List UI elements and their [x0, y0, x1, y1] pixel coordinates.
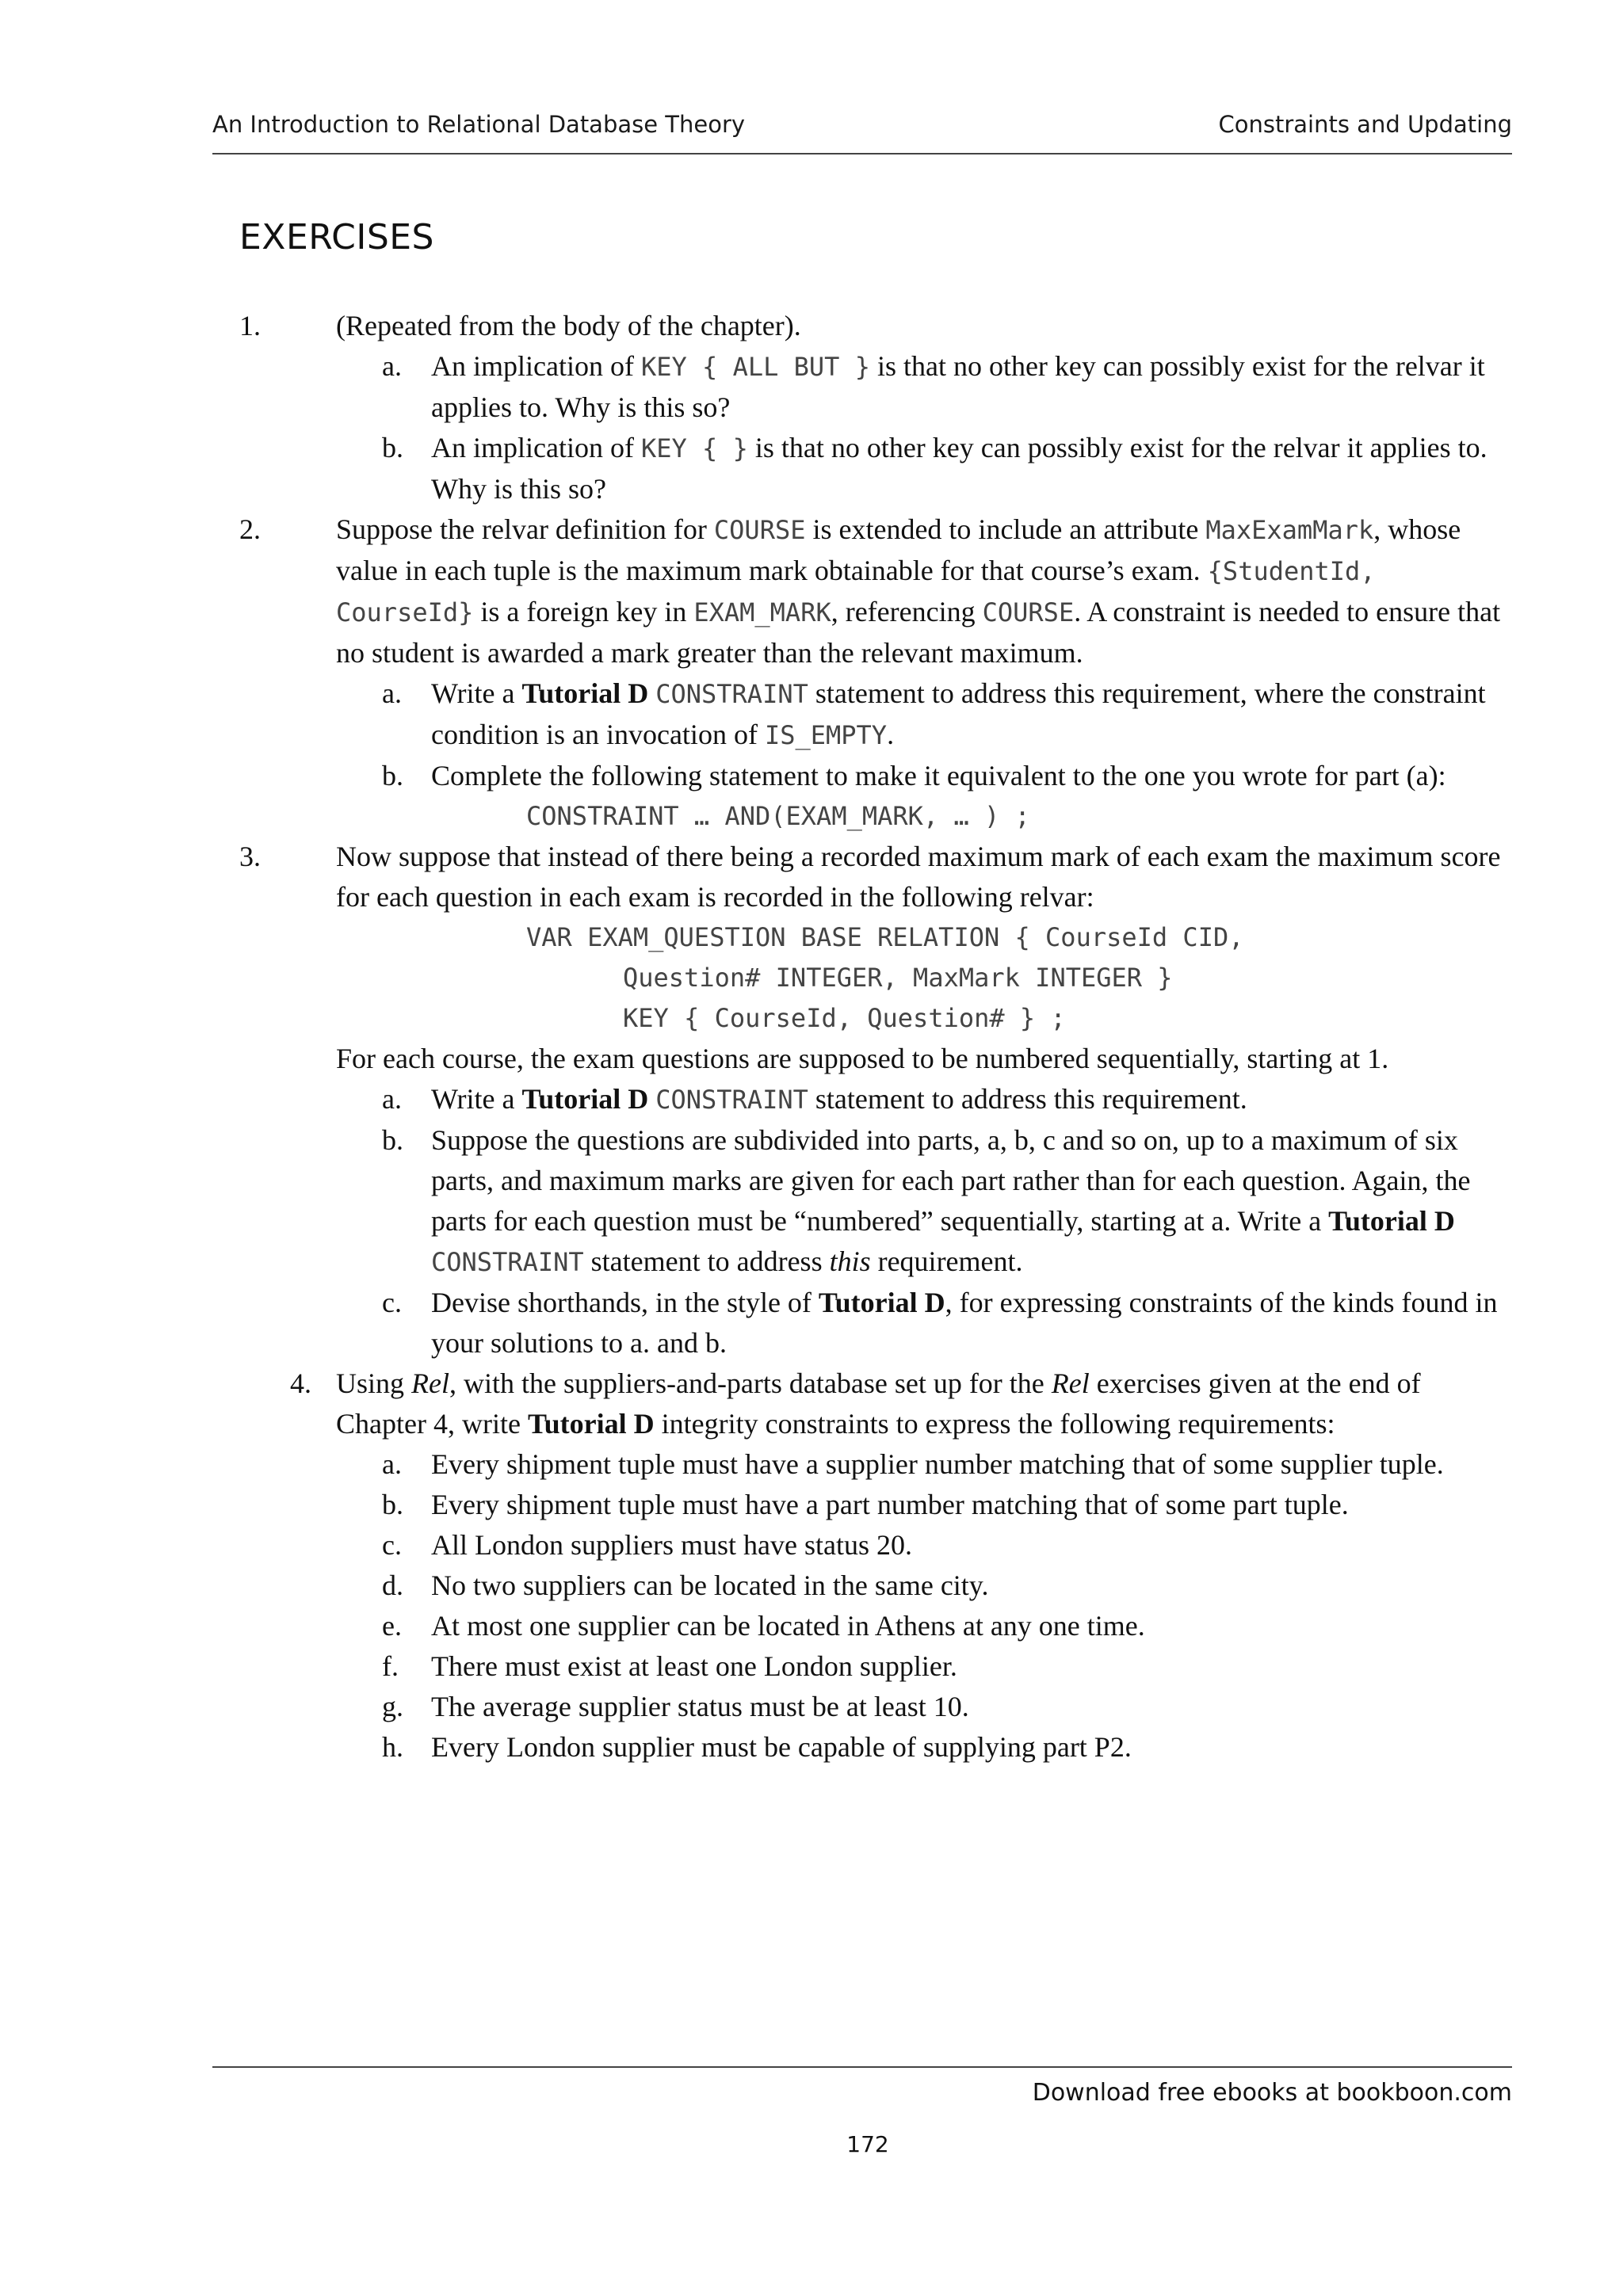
exercise-4-item: [382, 1525, 1504, 1566]
exercise-3c: [382, 1283, 1504, 1363]
code-line: CONSTRAINT … AND(EXAM_MARK, … ) ;: [526, 801, 1030, 831]
item-label: b.: [382, 1124, 403, 1156]
text: , referencing: [831, 596, 983, 627]
italic-text: Rel: [1051, 1367, 1090, 1399]
exercise-4-item: [382, 1687, 1504, 1727]
code-line: VAR EXAM_QUESTION BASE RELATION { CourseId CID,: [526, 922, 1244, 952]
exercise-3a: [382, 1079, 1504, 1120]
exercise-4-item: [382, 1727, 1504, 1768]
exercise-text: [336, 1363, 1504, 1444]
text: , with the suppliers-and-parts database set up for the: [449, 1367, 1052, 1399]
item-label: a.: [382, 1448, 402, 1480]
exercise-1b: [382, 428, 1504, 509]
item-text: There must exist at least one London supplier.: [431, 1650, 957, 1682]
item-text: No two suppliers can be located in the same city.: [431, 1569, 989, 1601]
code: EXAM_MARK: [693, 597, 831, 627]
exercise-number: 3.: [239, 841, 261, 872]
text: is a foreign key in: [473, 596, 694, 627]
item-label: e.: [382, 1610, 402, 1642]
item-text: Every shipment tuple must have a part number matching that of some part tuple.: [431, 1489, 1349, 1520]
text: Devise shorthands, in the style of: [431, 1287, 819, 1318]
item-text: All London suppliers must have status 20.: [431, 1529, 912, 1561]
exercise-text: [336, 509, 1504, 673]
code: MaxExamMark: [1205, 515, 1374, 545]
text: [648, 677, 655, 709]
text: Complete the following statement to make it equivalent to the one you wrote for part (a):: [431, 760, 1446, 791]
bold-text: Tutorial D: [1328, 1205, 1455, 1237]
code: {StudentId, CourseId}: [336, 556, 1376, 627]
text: Write a: [431, 1083, 522, 1115]
item-label: b.: [382, 1489, 403, 1520]
exercise-text: For each course, the exam questions are supposed to be numbered sequentially, starting at 1.: [336, 1043, 1389, 1074]
text: An implication of: [431, 432, 641, 463]
footer-rule: [212, 2066, 1512, 2068]
page-number: 172: [846, 2131, 889, 2157]
item-label: f.: [382, 1650, 399, 1682]
exercise-number: 2.: [239, 513, 261, 545]
item-text: At most one supplier can be located in Athens at any one time.: [431, 1610, 1145, 1642]
code: COURSE: [713, 515, 806, 545]
exercise-1: [0, 306, 1623, 346]
exercise-2: [0, 509, 1623, 673]
text: , whose value in each tuple is the maximum mark obtainable for that course’s exam.: [336, 513, 1461, 586]
exercise-text: (Repeated from the body of the chapter).: [336, 310, 801, 341]
item-label: a.: [382, 677, 402, 709]
exercise-number: 1.: [239, 310, 261, 341]
text: Suppose the relvar definition for: [336, 513, 714, 545]
header-rule: [212, 153, 1512, 154]
text: . A constraint is needed to ensure that no student is awarded a mark greater than the relevant maximum.: [336, 596, 1501, 669]
bold-text: Tutorial D: [818, 1287, 945, 1318]
item-label: b.: [382, 432, 403, 463]
code: COURSE: [982, 597, 1075, 627]
text: , for expressing constraints of the kinds found in your solutions to a. and b.: [431, 1287, 1498, 1359]
exercise-list: [0, 306, 1623, 1768]
item-text: The average supplier status must be at least 10.: [431, 1691, 969, 1722]
exercise-1a: [382, 346, 1504, 428]
code-line: Question# INTEGER, MaxMark INTEGER }: [623, 963, 1173, 993]
text: statement to address this requirement.: [808, 1083, 1247, 1115]
section-heading: EXERCISES: [239, 217, 434, 257]
text: An implication of: [431, 350, 641, 382]
text: exercises given at the end of Chapter 4, write: [336, 1367, 1421, 1440]
item-label: g.: [382, 1691, 403, 1722]
code: KEY { ALL BUT }: [640, 352, 870, 382]
bold-text: Tutorial D: [521, 677, 649, 709]
exercise-4: [0, 1363, 1623, 1444]
code: KEY { }: [640, 433, 748, 463]
item-label: a.: [382, 1083, 402, 1115]
text: Write a: [431, 677, 522, 709]
exercise-4-item: [382, 1646, 1504, 1687]
item-label: a.: [382, 350, 402, 382]
item-label: c.: [382, 1287, 402, 1318]
code-line: KEY { CourseId, Question# } ;: [623, 1003, 1066, 1033]
item-label: d.: [382, 1569, 403, 1601]
exercise-4-item: [382, 1566, 1504, 1606]
text: requirement.: [870, 1245, 1023, 1277]
exercise-3b: [382, 1120, 1504, 1283]
code: IS_EMPTY: [764, 720, 888, 750]
exercise-4-item: [382, 1485, 1504, 1525]
text: statement to address: [583, 1245, 830, 1277]
text: integrity constraints to express the following requirements:: [654, 1408, 1335, 1440]
bold-text: Tutorial D: [527, 1408, 655, 1440]
exercise-3: [0, 837, 1623, 917]
text: is that no other key can possibly exist for the relvar it applies to. Why is this so?: [431, 350, 1485, 423]
exercise-4-item: [382, 1606, 1504, 1646]
code: CONSTRAINT: [655, 679, 808, 709]
running-header-title: An Introduction to Relational Database Theory: [212, 111, 746, 138]
exercise-2b: [382, 756, 1504, 796]
text: [648, 1083, 655, 1115]
bold-text: Tutorial D: [521, 1083, 649, 1115]
running-header-chapter: Constraints and Updating: [1218, 111, 1512, 138]
item-label: b.: [382, 760, 403, 791]
item-text: Every London supplier must be capable of supplying part P2.: [431, 1731, 1132, 1763]
code: CONSTRAINT: [431, 1247, 584, 1277]
code: CONSTRAINT: [655, 1085, 808, 1115]
italic-text: this: [829, 1245, 871, 1277]
text: is extended to include an attribute: [805, 513, 1206, 545]
item-text: Every shipment tuple must have a supplier number matching that of some supplier tuple.: [431, 1448, 1444, 1480]
exercise-number: 4.: [290, 1367, 311, 1399]
text: Using: [336, 1367, 412, 1399]
exercise-2a: [382, 673, 1504, 756]
footer-download-link[interactable]: Download free ebooks at bookboon.com: [1032, 2079, 1512, 2107]
text: Suppose the questions are subdivided into parts, a, b, c and so on, up to a maximum of six parts, and maximum marks are given for each part rather than for each question. Again, the parts for each question must be “numbered” sequentially, starting at a. Write a: [431, 1124, 1471, 1237]
exercise-4-item: [382, 1444, 1504, 1485]
text: statement to address this requirement, where the constraint condition is an invocation of: [431, 677, 1486, 750]
exercise-text: Now suppose that instead of there being a recorded maximum mark of each exam the maximum score for each question in each exam is recorded in the following relvar:: [336, 841, 1501, 913]
item-label: h.: [382, 1731, 403, 1763]
text: .: [887, 719, 895, 750]
text: is that no other key can possibly exist for the relvar it applies to. Why is this so?: [431, 432, 1487, 505]
italic-text: Rel: [411, 1367, 449, 1399]
item-label: c.: [382, 1529, 402, 1561]
